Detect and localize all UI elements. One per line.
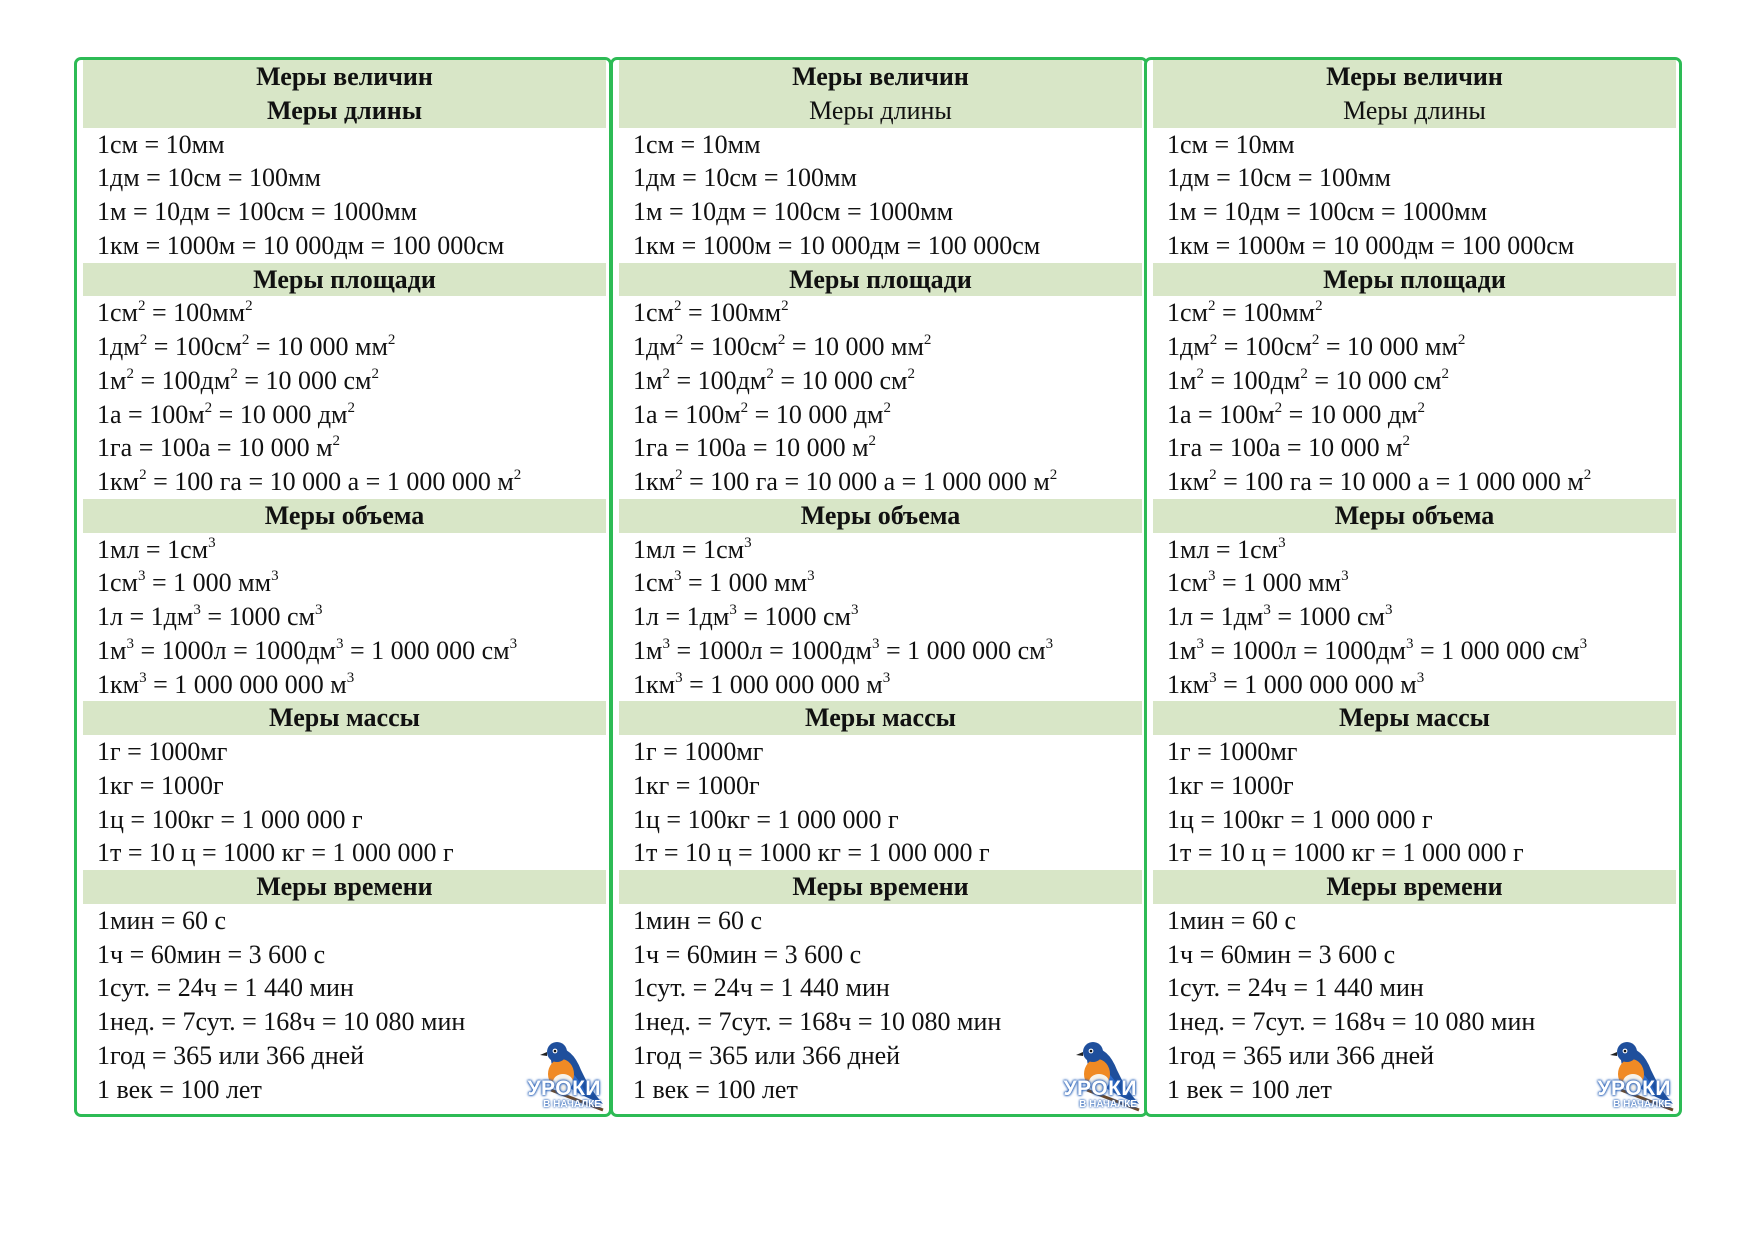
exponent: 3 — [807, 568, 815, 585]
length-line: 1см = 10мм — [1167, 129, 1295, 159]
exponent: 3 — [1045, 635, 1054, 652]
bird-logo-icon — [1047, 1030, 1143, 1112]
exponent: 3 — [1416, 669, 1425, 686]
formula-part: = 1000л = 1000дм — [669, 635, 872, 665]
formula-part: 1м — [1167, 365, 1197, 395]
formula-part: 1мл = 1см — [97, 534, 209, 564]
logo-word-2: В НАЧАЛКЕ — [1079, 1099, 1137, 1110]
formula-part: 1л = 1дм — [1167, 602, 1264, 631]
exponent: 2 — [674, 298, 682, 315]
exponent: 2 — [777, 332, 786, 348]
card-title: Меры величин — [619, 60, 1142, 94]
exponent: 3 — [1209, 669, 1217, 686]
time-line: 1год = 365 или 366 дней — [633, 1040, 901, 1070]
formula-part: 1м — [97, 635, 127, 665]
formula-part: 1га = 100а = 10 000 м — [633, 433, 869, 463]
time-line: 1 век = 100 лет — [1167, 1074, 1332, 1104]
time-line: 1год = 365 или 366 дней — [97, 1040, 365, 1070]
length-line: 1см = 10мм — [97, 129, 225, 159]
measures-card — [610, 57, 1148, 1117]
formula-part: = 100см — [1217, 332, 1312, 361]
exponent: 2 — [1441, 365, 1449, 382]
volume-line — [1147, 668, 1679, 702]
volume-line — [1147, 566, 1679, 600]
formula-part: 1км — [97, 669, 140, 699]
formula-part: 1га = 100а = 10 000 м — [1167, 433, 1403, 463]
exponent: 3 — [271, 568, 279, 585]
formula-part: 1км — [633, 669, 676, 699]
time-line: 1год = 365 или 366 дней — [1167, 1040, 1435, 1070]
length-line: 1м = 10дм = 100см = 1000мм — [97, 197, 418, 226]
logo-text — [1041, 1079, 1137, 1110]
mass-line: 1г = 1000мг — [97, 737, 228, 766]
time-line: 1сут. = 24ч = 1 440 мин — [1167, 973, 1424, 1003]
exponent: 2 — [1208, 298, 1216, 315]
time-line: 1нед. = 7сут. = 168ч = 10 080 мин — [633, 1007, 1002, 1036]
exponent: 2 — [1457, 332, 1466, 348]
formula-part: 1см — [97, 298, 138, 328]
area-line — [613, 398, 1145, 432]
area-line — [1147, 364, 1679, 398]
formula-part: = 1 000 000 000 м — [1216, 669, 1417, 699]
formula-part: = 100 га = 10 000 а = 1 000 000 м — [682, 467, 1050, 496]
time-line: 1ч = 60мин = 3 600 с — [1167, 939, 1396, 969]
volume-line — [77, 533, 609, 567]
exponent: 2 — [126, 365, 134, 382]
length-line: 1м = 10дм = 100см = 1000мм — [1167, 197, 1488, 226]
section-header-mass: Меры массы — [83, 701, 606, 735]
formula-part: = 100мм — [1215, 298, 1316, 328]
section-header-volume: Меры объема — [1153, 499, 1676, 533]
exponent: 2 — [1402, 433, 1411, 450]
length-line: 1см = 10мм — [633, 129, 761, 159]
exponent: 3 — [314, 602, 323, 618]
formula-part: 1км — [1167, 669, 1210, 699]
volume-line — [77, 634, 609, 668]
exponent: 2 — [1209, 332, 1218, 348]
length-line: 1дм = 10см = 100мм — [97, 163, 321, 193]
formula-part: = 10 000 мм — [1319, 332, 1458, 361]
formula-part: 1м — [633, 365, 663, 395]
area-line — [613, 465, 1145, 499]
formula-part: = 10 000 дм — [1282, 399, 1418, 429]
volume-line — [613, 533, 1145, 567]
area-line — [1147, 431, 1679, 465]
card-title: Меры величин — [83, 60, 606, 94]
area-line — [613, 296, 1145, 330]
formula-part: 1дм — [633, 332, 676, 361]
area-line — [77, 364, 609, 398]
formula-part: 1м — [97, 365, 127, 395]
formula-part: = 100дм — [669, 365, 767, 395]
mass-line: 1кг = 1000г — [97, 770, 224, 800]
bird-logo-icon — [511, 1030, 607, 1112]
length-line: 1км = 1000м = 10 000дм = 100 000см — [1167, 230, 1575, 260]
exponent: 2 — [371, 365, 379, 382]
logo-word-2: В НАЧАЛКЕ — [1613, 1099, 1671, 1110]
exponent: 2 — [332, 433, 341, 450]
formula-part: 1л = 1дм — [633, 602, 730, 631]
formula-part: 1км — [633, 467, 676, 496]
exponent: 3 — [662, 635, 670, 652]
time-line: 1сут. = 24ч = 1 440 мин — [97, 973, 354, 1003]
exponent: 3 — [346, 669, 355, 686]
exponent: 2 — [1209, 467, 1217, 483]
exponent: 2 — [907, 365, 915, 382]
exponent: 2 — [245, 298, 253, 315]
volume-line — [613, 668, 1145, 702]
exponent: 2 — [766, 365, 774, 382]
section-header-area: Меры площади — [1153, 263, 1676, 297]
formula-part: 1а = 100м — [1167, 399, 1275, 429]
formula-part: = 10 000 мм — [249, 332, 388, 361]
exponent: 2 — [138, 298, 146, 315]
formula-part: = 10 000 см — [773, 365, 908, 395]
exponent: 2 — [139, 332, 148, 348]
time-line: 1мин = 60 с — [633, 905, 762, 935]
mass-line: 1г = 1000мг — [1167, 737, 1298, 766]
exponent: 3 — [1384, 602, 1393, 618]
volume-line — [613, 634, 1145, 668]
formula-part: = 1 000 000 000 м — [682, 669, 883, 699]
measures-card — [1144, 57, 1682, 1117]
formula-part: = 1000 см — [200, 602, 315, 631]
length-line: 1дм = 10см = 100мм — [633, 163, 857, 193]
logo-word-2: В НАЧАЛКЕ — [543, 1099, 601, 1110]
exponent: 3 — [729, 602, 737, 618]
formula-part: = 10 000 см — [237, 365, 372, 395]
logo-word-1: УРОКИ — [1063, 1077, 1137, 1100]
section-header-length: Меры длины — [83, 94, 606, 128]
volume-line — [1147, 533, 1679, 567]
section-header-area: Меры площади — [619, 263, 1142, 297]
exponent: 3 — [208, 534, 216, 551]
logo-word-1: УРОКИ — [1597, 1077, 1671, 1100]
formula-part: = 1 000 000 см — [1413, 635, 1580, 665]
formula-part: = 10 000 дм — [748, 399, 884, 429]
card-title: Меры величин — [1153, 60, 1676, 94]
exponent: 2 — [1311, 332, 1320, 348]
section-header-time: Меры времени — [1153, 870, 1676, 904]
exponent: 3 — [1196, 635, 1204, 652]
exponent: 3 — [193, 602, 201, 618]
section-header-length: Меры длины — [1153, 94, 1676, 128]
exponent: 2 — [883, 399, 892, 416]
exponent: 3 — [674, 568, 682, 585]
formula-part: 1см — [1167, 568, 1208, 598]
exponent: 3 — [675, 669, 683, 686]
exponent: 3 — [871, 635, 880, 652]
volume-line — [77, 668, 609, 702]
exponent: 3 — [1341, 568, 1349, 585]
logo-text — [505, 1079, 601, 1110]
time-line: 1мин = 60 с — [97, 905, 226, 935]
section-header-mass: Меры массы — [1153, 701, 1676, 735]
area-line — [613, 431, 1145, 465]
formula-part: = 100дм — [1203, 365, 1301, 395]
formula-part: = 10 000 мм — [785, 332, 924, 361]
section-header-area: Меры площади — [83, 263, 606, 297]
mass-line: 1кг = 1000г — [1167, 770, 1294, 800]
volume-line — [613, 566, 1145, 600]
area-line — [1147, 398, 1679, 432]
exponent: 3 — [138, 568, 146, 585]
formula-part: 1а = 100м — [97, 399, 205, 429]
time-line: 1нед. = 7сут. = 168ч = 10 080 мин — [97, 1007, 466, 1036]
section-header-length: Меры длины — [619, 94, 1142, 128]
exponent: 3 — [1263, 602, 1271, 618]
area-line — [77, 431, 609, 465]
formula-part: = 100дм — [133, 365, 231, 395]
exponent: 2 — [1274, 399, 1283, 416]
exponent: 2 — [347, 399, 356, 416]
volume-line — [1147, 634, 1679, 668]
area-line — [77, 465, 609, 499]
length-line: 1км = 1000м = 10 000дм = 100 000см — [97, 230, 505, 260]
formula-part: 1км — [1167, 467, 1210, 496]
volume-line — [77, 566, 609, 600]
formula-part: 1м — [633, 635, 663, 665]
length-line: 1м = 10дм = 100см = 1000мм — [633, 197, 954, 226]
formula-part: = 100мм — [681, 298, 782, 328]
area-line — [1147, 465, 1679, 499]
exponent: 2 — [1049, 467, 1058, 483]
exponent: 3 — [335, 635, 344, 652]
formula-part: = 100 га = 10 000 а = 1 000 000 м — [146, 467, 514, 496]
exponent: 2 — [139, 467, 147, 483]
mass-line: 1ц = 100кг = 1 000 000 г — [97, 804, 363, 834]
exponent: 3 — [1579, 635, 1588, 652]
mass-line: 1ц = 100кг = 1 000 000 г — [633, 804, 899, 834]
exponent: 2 — [241, 332, 250, 348]
formula-part: 1дм — [97, 332, 140, 361]
mass-line: 1ц = 100кг = 1 000 000 г — [1167, 804, 1433, 834]
exponent: 3 — [1405, 635, 1414, 652]
exponent: 3 — [1278, 534, 1286, 551]
formula-part: = 1000 см — [1270, 602, 1385, 631]
exponent: 3 — [744, 534, 752, 551]
section-header-time: Меры времени — [83, 870, 606, 904]
exponent: 3 — [1208, 568, 1216, 585]
area-line — [77, 330, 609, 364]
formula-part: = 10 000 дм — [212, 399, 348, 429]
exponent: 2 — [513, 467, 522, 483]
area-line — [77, 296, 609, 330]
exponent: 3 — [850, 602, 859, 618]
exponent: 2 — [1196, 365, 1204, 382]
volume-line — [1147, 600, 1679, 634]
time-line: 1нед. = 7сут. = 168ч = 10 080 мин — [1167, 1007, 1536, 1036]
formula-part: 1мл = 1см — [633, 534, 745, 564]
exponent: 3 — [509, 635, 518, 652]
formula-part: = 1 000 мм — [681, 568, 808, 598]
exponent: 2 — [675, 332, 684, 348]
formula-part: 1см — [633, 298, 674, 328]
exponent: 3 — [139, 669, 147, 686]
formula-part: 1дм — [1167, 332, 1210, 361]
exponent: 3 — [882, 669, 891, 686]
exponent: 2 — [675, 467, 683, 483]
exponent: 2 — [781, 298, 789, 315]
formula-part: = 10 000 см — [1307, 365, 1442, 395]
time-line: 1мин = 60 с — [1167, 905, 1296, 935]
time-line: 1ч = 60мин = 3 600 с — [97, 939, 326, 969]
time-line: 1ч = 60мин = 3 600 с — [633, 939, 862, 969]
area-line — [613, 330, 1145, 364]
exponent: 2 — [230, 365, 238, 382]
section-header-volume: Меры объема — [619, 499, 1142, 533]
formula-part: = 100мм — [145, 298, 246, 328]
exponent: 2 — [740, 399, 749, 416]
formula-part: = 1000л = 1000дм — [1203, 635, 1406, 665]
area-line — [1147, 296, 1679, 330]
formula-part: = 1 000 мм — [145, 568, 272, 598]
exponent: 2 — [1583, 467, 1592, 483]
formula-part: = 1 000 000 000 м — [146, 669, 347, 699]
exponent: 2 — [923, 332, 932, 348]
time-line: 1сут. = 24ч = 1 440 мин — [633, 973, 890, 1003]
exponent: 2 — [387, 332, 396, 348]
exponent: 3 — [126, 635, 134, 652]
volume-line — [77, 600, 609, 634]
formula-part: = 1 000 мм — [1215, 568, 1342, 598]
time-line: 1 век = 100 лет — [97, 1074, 262, 1104]
formula-part: 1л = 1дм — [97, 602, 194, 631]
mass-line: 1т = 10 ц = 1000 кг = 1 000 000 г — [1167, 838, 1524, 868]
formula-part: 1га = 100а = 10 000 м — [97, 433, 333, 463]
formula-part: 1см — [633, 568, 674, 598]
formula-part: 1см — [97, 568, 138, 598]
length-line: 1дм = 10см = 100мм — [1167, 163, 1391, 193]
exponent: 2 — [1300, 365, 1308, 382]
exponent: 2 — [662, 365, 670, 382]
formula-part: 1а = 100м — [633, 399, 741, 429]
formula-part: 1мл = 1см — [1167, 534, 1279, 564]
exponent: 2 — [204, 399, 213, 416]
formula-part: 1км — [97, 467, 140, 496]
formula-part: 1м — [1167, 635, 1197, 665]
formula-part: = 1000 см — [736, 602, 851, 631]
formula-part: = 1000л = 1000дм — [133, 635, 336, 665]
section-header-time: Меры времени — [619, 870, 1142, 904]
mass-line: 1кг = 1000г — [633, 770, 760, 800]
formula-part: = 1 000 000 см — [343, 635, 510, 665]
area-line — [613, 364, 1145, 398]
mass-line: 1г = 1000мг — [633, 737, 764, 766]
area-line — [1147, 330, 1679, 364]
formula-part: = 100 га = 10 000 а = 1 000 000 м — [1216, 467, 1584, 496]
mass-line: 1т = 10 ц = 1000 кг = 1 000 000 г — [97, 838, 454, 868]
volume-line — [613, 600, 1145, 634]
formula-part: 1см — [1167, 298, 1208, 328]
measures-card — [74, 57, 612, 1117]
section-header-mass: Меры массы — [619, 701, 1142, 735]
exponent: 2 — [868, 433, 877, 450]
mass-line: 1т = 10 ц = 1000 кг = 1 000 000 г — [633, 838, 990, 868]
section-header-volume: Меры объема — [83, 499, 606, 533]
area-line — [77, 398, 609, 432]
formula-part: = 100см — [147, 332, 242, 361]
time-line: 1 век = 100 лет — [633, 1074, 798, 1104]
exponent: 2 — [1417, 399, 1426, 416]
exponent: 2 — [1315, 298, 1323, 315]
formula-part: = 100см — [683, 332, 778, 361]
bird-logo-icon — [1581, 1030, 1677, 1112]
logo-text — [1575, 1079, 1671, 1110]
formula-part: = 1 000 000 см — [879, 635, 1046, 665]
length-line: 1км = 1000м = 10 000дм = 100 000см — [633, 230, 1041, 260]
logo-word-1: УРОКИ — [527, 1077, 601, 1100]
